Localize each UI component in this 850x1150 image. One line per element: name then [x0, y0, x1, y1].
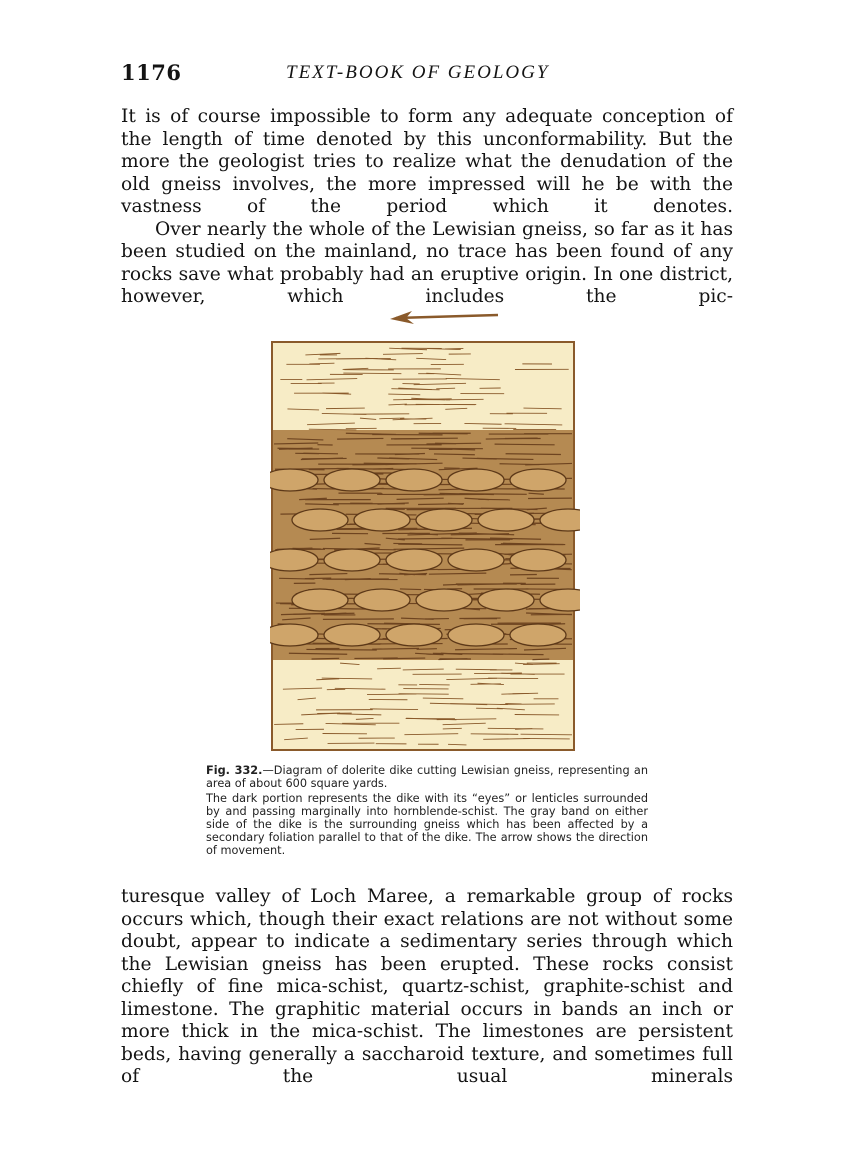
hatch-line [523, 738, 569, 739]
lenticle-eye [448, 624, 504, 646]
body-text-top [121, 106, 733, 309]
lenticle-eye [324, 624, 380, 646]
hatch-line [493, 654, 544, 655]
hatch-line [337, 438, 383, 439]
lenticle-eye [448, 469, 504, 491]
figure-caption [206, 764, 648, 857]
hatch-line [500, 464, 540, 465]
hatch-line [367, 694, 416, 695]
hatch-line [474, 673, 522, 674]
hatch-line [306, 649, 376, 650]
hatch-line [532, 659, 549, 660]
lenticle-eye [270, 469, 318, 491]
body-text-bottom [121, 886, 733, 1089]
paragraph-3: turesque valley of Loch Maree, a remarkable group of rocks occurs which, though their exact relations are not without some doubt, appear to indicate a sedimentary series through which the Lewisian gneiss has been erupted. These rocks consist chiefly of fine mica-schist, quartz-schist, graphite-schist and limestone. The graphitic material occurs in bands an inch or more thick in the mica-schist. The limestones are persistent beds, having generally a saccharoid texture, and sometimes full of the usual minerals [121, 886, 733, 1087]
lenticle-eye [292, 509, 348, 531]
hatch-line [411, 448, 483, 449]
hatch-line [326, 408, 365, 409]
dike-diagram [270, 340, 580, 755]
hatch-line [445, 348, 463, 349]
hatch-line [506, 454, 561, 455]
hatch-line [426, 654, 443, 655]
lenticle-eye [416, 589, 472, 611]
hatch-line [476, 708, 503, 709]
hatch-line [456, 669, 497, 670]
hatch-line [500, 704, 555, 705]
lenticle-eye [354, 589, 410, 611]
figure-label: Fig. 332. [206, 764, 263, 777]
lenticle-eye [354, 509, 410, 531]
lenticle-eye [270, 549, 318, 571]
hatch-line [398, 544, 462, 545]
lenticle-eye [416, 509, 472, 531]
hatch-line [372, 648, 419, 649]
hatch-line [526, 608, 550, 609]
hatch-line [434, 454, 475, 455]
lenticle-eye [510, 624, 566, 646]
lenticle-eye [386, 624, 442, 646]
paragraph-2: Over nearly the whole of the Lewisian gneiss, so far as it has been studied on the mainland, no trace has been found of any rocks save what probably had an eruptive origin. In one district, however, which includes the pic- [121, 218, 733, 307]
hatch-line [323, 619, 394, 620]
hatch-line [448, 744, 466, 745]
paragraph-1: It is of course impossible to form any adequate conception of the length of time denoted by this unconformability. But the more the geologist tries to realize what the denudation of the old gneiss involves, the more impressed will he be with the vastness of the period which it denotes. [121, 106, 733, 217]
hatch-line [312, 658, 340, 659]
lenticle-eye [386, 549, 442, 571]
hatch-line [436, 388, 455, 389]
running-head: TEXT-BOOK OF GEOLOGY [286, 62, 550, 83]
figure-caption-title: —Diagram of dolerite dike cutting Lewisian gneiss, representing an area of about 600 square yards. [206, 764, 648, 790]
lenticle-eye [270, 624, 318, 646]
lenticle-eye [478, 509, 534, 531]
hatch-line [471, 734, 519, 735]
lenticle-eye [324, 469, 380, 491]
hatch-line [400, 589, 421, 590]
lenticle-eye [448, 549, 504, 571]
lenticle-eye [386, 469, 442, 491]
lenticle-eye [510, 549, 566, 571]
hatch-line [488, 678, 538, 679]
lenticle-eye [510, 469, 566, 491]
hatch-line [303, 453, 338, 454]
lenticle-eye [478, 589, 534, 611]
hatch-line [521, 734, 572, 735]
hatch-line [364, 463, 417, 464]
movement-arrow-icon [390, 308, 502, 326]
lenticle-eye [292, 589, 348, 611]
hatch-line [417, 649, 437, 650]
hatch-line [495, 444, 555, 445]
hatch-line [443, 728, 462, 729]
page-number: 1176 [121, 60, 182, 85]
hatch-line [418, 504, 464, 505]
figure-caption-body: The dark portion represents the dike with its “eyes” or lenticles surrounded by and passing marginally into hornblende-schist. The gray band on either side of the dike is the surrounding gneiss which has been affected by a secondary foliation parallel to that of the dike. The arrow shows the direction of movement. [206, 792, 648, 857]
lenticle-eye [324, 549, 380, 571]
